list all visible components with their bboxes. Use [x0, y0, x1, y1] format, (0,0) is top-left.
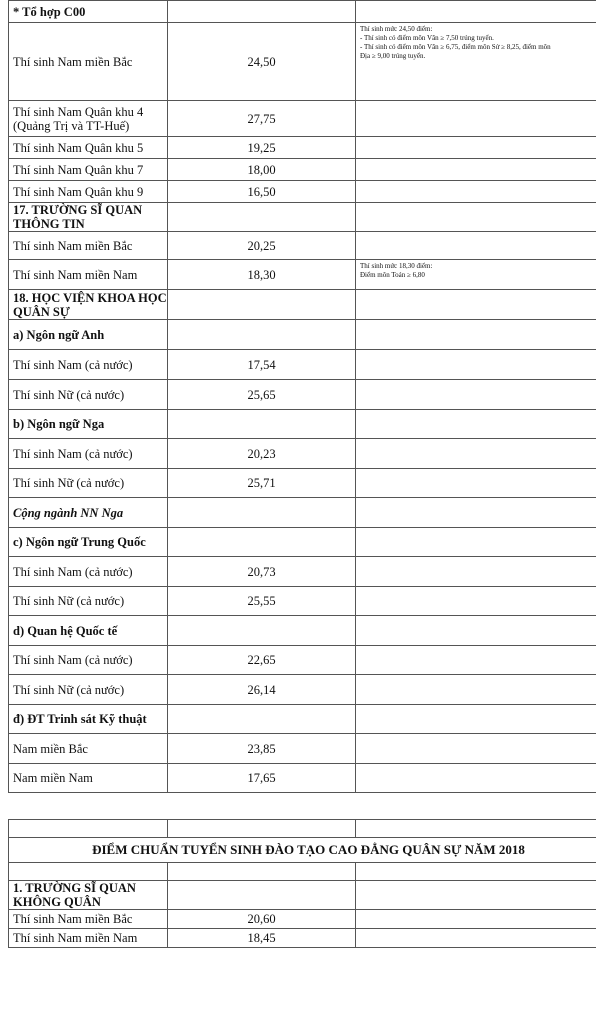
note-line: - Thí sinh có điểm môn Văn ≥ 6,75, điểm môn Sử ≥ 8,25, điểm môn [360, 43, 551, 51]
note-line: Điểm môn Toán ≥ 6,80 [360, 271, 425, 279]
score-sheet [8, 0, 596, 948]
row-score: 17,65 [168, 764, 356, 793]
row-label: d) Quan hệ Quốc tế [9, 616, 168, 646]
section-header-row [9, 498, 596, 528]
row-label: Thí sinh Nam miền Bắc [9, 23, 168, 101]
row-note [356, 587, 596, 616]
row-note [356, 675, 596, 705]
table-row [9, 101, 596, 137]
row-score: 17,54 [168, 350, 356, 380]
row-note [356, 159, 596, 181]
row-label: Thí sinh Nữ (cả nước) [9, 380, 168, 410]
row-label: Thí sinh Nữ (cả nước) [9, 587, 168, 616]
row-score: 16,50 [168, 181, 356, 203]
row-note [356, 203, 596, 232]
row-score: 25,71 [168, 469, 356, 498]
row-label: đ) ĐT Trinh sát Kỹ thuật [9, 705, 168, 734]
row-label: 17. TRƯỜNG SĨ QUAN THÔNG TIN [9, 203, 168, 232]
row-note [356, 881, 596, 910]
row-note [356, 101, 596, 137]
row-score: 19,25 [168, 137, 356, 159]
row-label: Thí sinh Nữ (cả nước) [9, 675, 168, 705]
row-score: 22,65 [168, 646, 356, 675]
row-label: a) Ngôn ngữ Anh [9, 320, 168, 350]
spacer-row [9, 863, 596, 881]
row-score [168, 290, 356, 320]
row-note [356, 137, 596, 159]
row-label: 1. TRƯỜNG SĨ QUAN KHÔNG QUÂN [9, 881, 168, 910]
row-score [168, 203, 356, 232]
row-label: 18. HỌC VIỆN KHOA HỌC QUÂN SỰ [9, 290, 168, 320]
row-score [168, 616, 356, 646]
row-label: Thí sinh Nam (cả nước) [9, 439, 168, 469]
row-score: 18,30 [168, 260, 356, 290]
row-label: Cộng ngành NN Nga [9, 498, 168, 528]
row-label: b) Ngôn ngữ Nga [9, 410, 168, 439]
row-label: Thí sinh Nam miền Bắc [9, 910, 168, 929]
table-row [9, 181, 596, 203]
section-header-row [9, 1, 596, 23]
section-header-row [9, 616, 596, 646]
table-row [9, 734, 596, 764]
table-row [9, 137, 596, 159]
table-row [9, 260, 596, 290]
row-note [356, 528, 596, 557]
row-note [356, 910, 596, 929]
row-label: Thí sinh Nam miền Nam [9, 929, 168, 948]
note-line: Thí sinh mức 24,50 điểm: [360, 25, 433, 33]
section-header-row [9, 203, 596, 232]
row-score: 20,23 [168, 439, 356, 469]
row-score: 23,85 [168, 734, 356, 764]
table-row [9, 646, 596, 675]
row-label: c) Ngôn ngữ Trung Quốc [9, 528, 168, 557]
row-score: 25,55 [168, 587, 356, 616]
row-score [168, 705, 356, 734]
row-label: Thí sinh Nam Quân khu 4 (Quảng Trị và TT-Huế) [9, 101, 168, 137]
section-title: ĐIỂM CHUẨN TUYỂN SINH ĐÀO TẠO CAO ĐẲNG QUÂN SỰ NĂM 2018 [9, 838, 596, 863]
row-note [356, 290, 596, 320]
row-note [356, 410, 596, 439]
row-score [168, 410, 356, 439]
row-label: Nam miền Nam [9, 764, 168, 793]
row-note [356, 498, 596, 528]
row-note [356, 232, 596, 260]
row-note [356, 350, 596, 380]
row-label: Thí sinh Nam (cả nước) [9, 646, 168, 675]
row-score: 20,60 [168, 910, 356, 929]
row-note [356, 734, 596, 764]
row-note [356, 557, 596, 587]
row-note [356, 439, 596, 469]
row-note [356, 646, 596, 675]
score-table [8, 0, 596, 793]
row-label: Thí sinh Nam Quân khu 5 [9, 137, 168, 159]
section-header-row [9, 320, 596, 350]
table-row [9, 439, 596, 469]
row-score: 26,14 [168, 675, 356, 705]
note-line: Thí sinh mức 18,30 điểm: [360, 262, 433, 270]
row-label: Thí sinh Nam Quân khu 7 [9, 159, 168, 181]
row-score [168, 881, 356, 910]
section-header-row [9, 705, 596, 734]
row-score [168, 498, 356, 528]
spacer-row [9, 820, 596, 838]
row-note [356, 616, 596, 646]
table-row [9, 469, 596, 498]
table-row [9, 929, 596, 948]
row-note [356, 764, 596, 793]
note-line: - Thí sinh có điểm môn Văn ≥ 7,50 trúng tuyển. [360, 34, 494, 42]
table-row [9, 587, 596, 616]
section-header-row [9, 410, 596, 439]
row-score: 25,65 [168, 380, 356, 410]
row-label: Thí sinh Nam Quân khu 9 [9, 181, 168, 203]
section-title-row [9, 838, 596, 863]
row-label: Thí sinh Nam (cả nước) [9, 557, 168, 587]
row-note [356, 705, 596, 734]
row-score: 18,00 [168, 159, 356, 181]
row-label: Thí sinh Nam (cả nước) [9, 350, 168, 380]
row-score: 27,75 [168, 101, 356, 137]
row-note [356, 260, 596, 290]
section-header-row [9, 528, 596, 557]
table-row [9, 557, 596, 587]
row-note [356, 929, 596, 948]
table-row [9, 910, 596, 929]
row-label: Thí sinh Nam miền Bắc [9, 232, 168, 260]
row-label: Nam miền Bắc [9, 734, 168, 764]
row-score [168, 528, 356, 557]
table-row [9, 675, 596, 705]
table-row [9, 159, 596, 181]
college-score-table [8, 819, 596, 948]
row-score: 20,25 [168, 232, 356, 260]
table-row [9, 764, 596, 793]
table-row [9, 232, 596, 260]
row-score [168, 320, 356, 350]
table-row [9, 380, 596, 410]
row-label: * Tổ hợp C00 [9, 1, 168, 23]
table-row [9, 23, 596, 101]
row-note [356, 181, 596, 203]
row-score: 20,73 [168, 557, 356, 587]
row-note [356, 320, 596, 350]
row-label: Thí sinh Nam miền Nam [9, 260, 168, 290]
section-header-row [9, 881, 596, 910]
table-row [9, 350, 596, 380]
row-note [356, 23, 596, 101]
row-note [356, 1, 596, 23]
row-score: 18,45 [168, 929, 356, 948]
note-line: Địa ≥ 9,00 trúng tuyển. [360, 52, 426, 60]
row-score: 24,50 [168, 23, 356, 101]
row-note [356, 380, 596, 410]
section-gap [8, 793, 596, 819]
row-note [356, 469, 596, 498]
section-header-row [9, 290, 596, 320]
row-score [168, 1, 356, 23]
row-label: Thí sinh Nữ (cả nước) [9, 469, 168, 498]
